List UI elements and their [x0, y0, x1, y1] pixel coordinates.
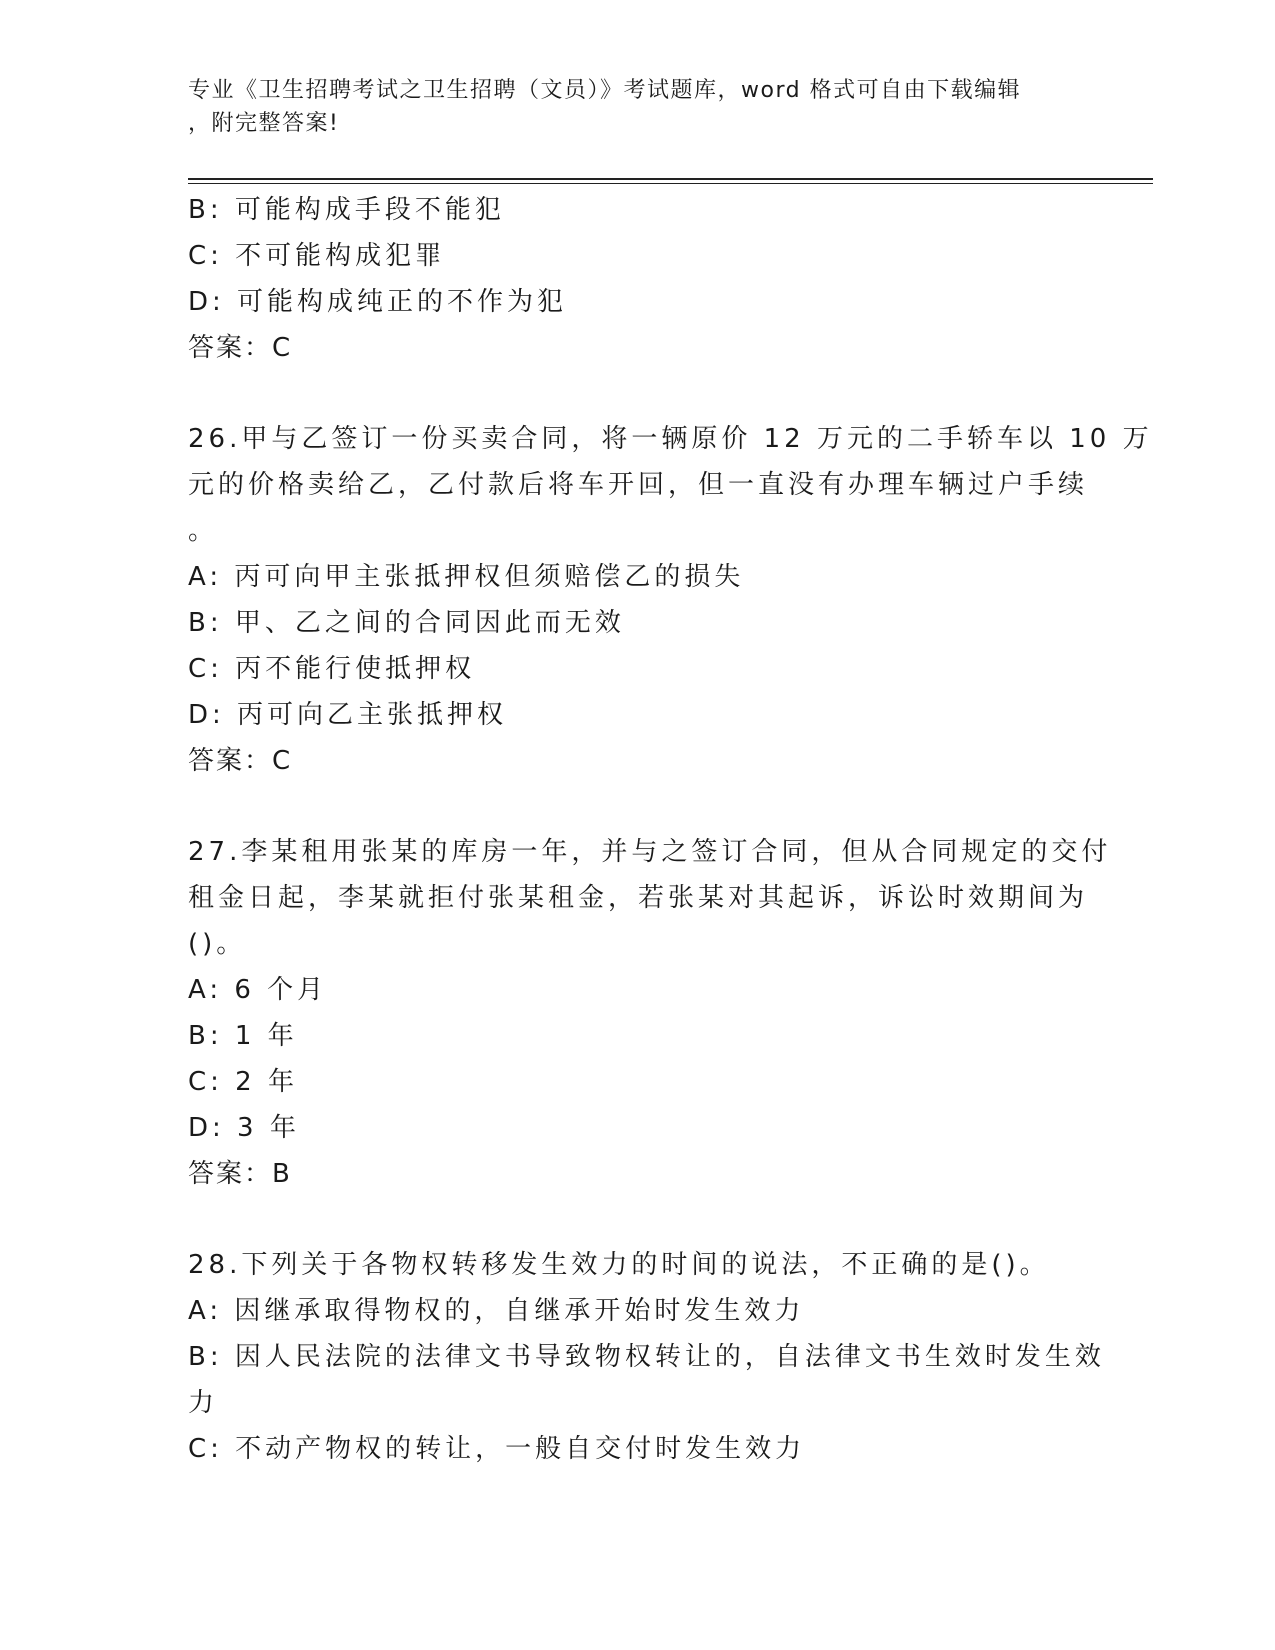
option-b: B: 因人民法院的法律文书导致物权转让的，自法律文书生效时发生效	[188, 1342, 1105, 1372]
question-stem-line: 。	[188, 516, 219, 546]
header-line-2: ，附完整答案!	[188, 111, 340, 136]
header-rule-thick	[188, 178, 1153, 180]
option-a: A: 因继承取得物权的，自继承开始时发生效力	[188, 1296, 805, 1326]
header-line-1: 专业《卫生招聘考试之卫生招聘（文员）》考试题库，word 格式可自由下载编辑	[188, 78, 1022, 103]
option-c: C: 不可能构成犯罪	[188, 241, 446, 271]
question-26	[188, 416, 1153, 784]
option-c: C: 不动产物权的转让，一般自交付时发生效力	[188, 1434, 806, 1464]
spacer	[188, 1197, 1078, 1242]
option-d: D: 丙可向乙主张抵押权	[188, 700, 508, 730]
answer: 答案：C	[188, 333, 293, 363]
question-25-tail	[188, 187, 1078, 371]
answer: 答案：B	[188, 1159, 292, 1189]
question-stem-line: 28.下列关于各物权转移发生效力的时间的说法，不正确的是()。	[188, 1250, 1050, 1280]
option-b: B: 可能构成手段不能犯	[188, 195, 505, 225]
header-rule-thin	[188, 183, 1153, 184]
option-d: D: 3 年	[188, 1113, 300, 1143]
spacer	[188, 784, 1078, 829]
option-c: C: 丙不能行使抵押权	[188, 654, 476, 684]
question-28	[188, 1242, 1105, 1472]
option-b: B: 甲、乙之间的合同因此而无效	[188, 608, 625, 638]
option-c: C: 2 年	[188, 1067, 298, 1097]
option-b-continued: 力	[188, 1388, 219, 1418]
question-stem-line: 元的价格卖给乙，乙付款后将车开回，但一直没有办理车辆过户手续	[188, 470, 1089, 500]
answer: 答案：C	[188, 746, 293, 776]
question-stem-line: 26.甲与乙签订一份买卖合同，将一辆原价 12 万元的二手轿车以 10 万	[188, 424, 1153, 454]
question-stem-line: 27.李某租用张某的库房一年，并与之签订合同，但从合同规定的交付	[188, 837, 1112, 867]
question-stem-line: 租金日起，李某就拒付张某租金，若张某对其起诉，诉讼时效期间为	[188, 883, 1089, 913]
option-d: D: 可能构成纯正的不作为犯	[188, 287, 568, 317]
document-header	[188, 74, 1078, 140]
question-27	[188, 829, 1112, 1197]
document-body	[188, 187, 1153, 1472]
option-b: B: 1 年	[188, 1021, 298, 1051]
option-a: A: 丙可向甲主张抵押权但须赔偿乙的损失	[188, 562, 745, 592]
option-a: A: 6 个月	[188, 975, 328, 1005]
question-stem-line: ()。	[188, 929, 247, 959]
spacer	[188, 371, 1078, 416]
